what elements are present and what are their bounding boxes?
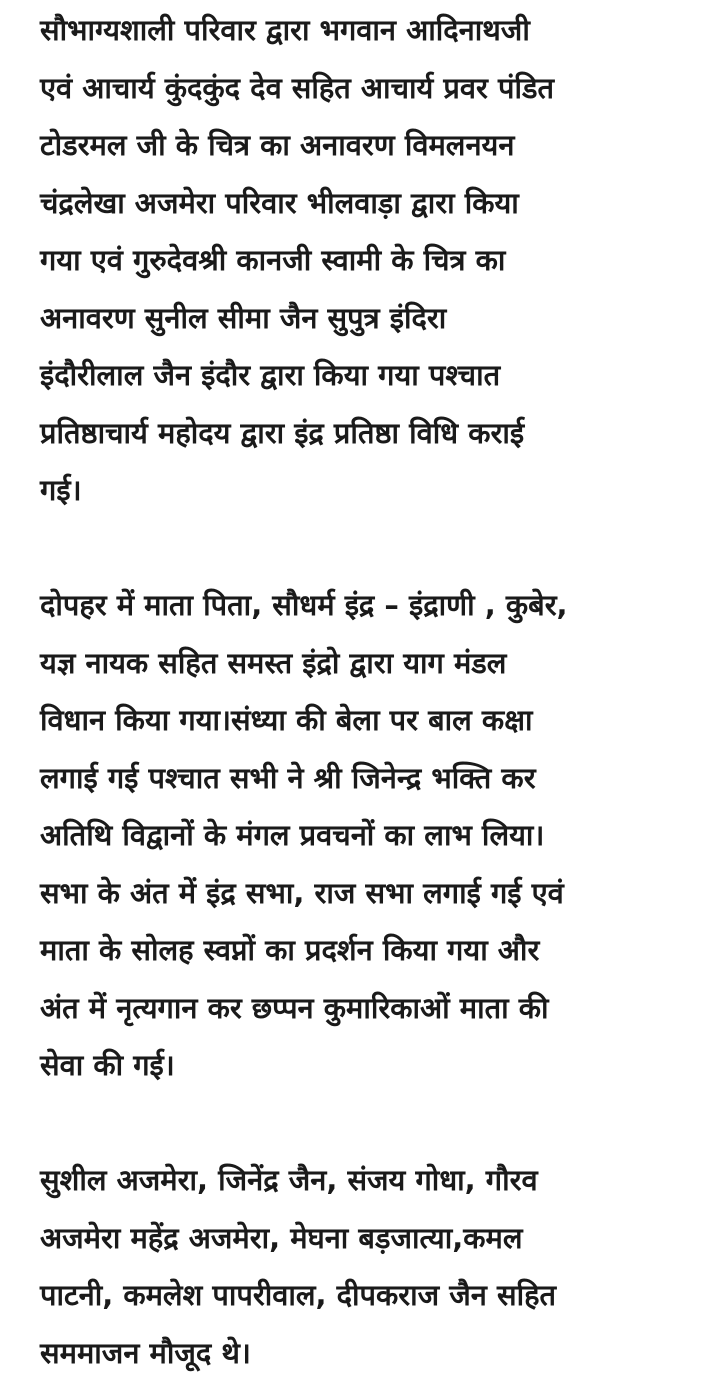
text-line: अंत में नृत्यगान कर छप्पन कुमारिकाओं माता की <box>40 980 690 1038</box>
text-line: अजमेरा महेंद्र अजमेरा, मेघना बड़जात्या,कमल <box>40 1210 690 1268</box>
text-line: सेवा की गई। <box>40 1037 690 1095</box>
text-line: लगाई गई पश्चात सभी ने श्री जिनेन्द्र भक्ति कर <box>40 750 690 808</box>
text-line: एवं आचार्य कुंदकुंद देव सहित आचार्य प्रवर पंडित <box>40 60 690 118</box>
text-line: प्रतिष्ठाचार्य महोदय द्वारा इंद्र प्रतिष्ठा विधि कराई <box>40 405 690 463</box>
text-line: विधान किया गया।संध्या की बेला पर बाल कक्षा <box>40 692 690 750</box>
text-line: सौभाग्यशाली परिवार द्वारा भगवान आदिनाथजी <box>40 2 690 60</box>
text-line: चंद्रलेखा अजमेरा परिवार भीलवाड़ा द्वारा किया <box>40 175 690 233</box>
text-line: गई। <box>40 462 690 520</box>
text-line: अतिथि विद्वानों के मंगल प्रवचनों का लाभ लिया। <box>40 807 690 865</box>
text-line: गया एवं गुरुदेवश्री कानजी स्वामी के चित्र का <box>40 232 690 290</box>
text-line: इंदौरीलाल जैन इंदौर द्वारा किया गया पश्चात <box>40 347 690 405</box>
text-line: पाटनी, कमलेश पापरीवाल, दीपकराज जैन सहित <box>40 1267 690 1325</box>
text-line: टोडरमल जी के चित्र का अनावरण विमलनयन <box>40 117 690 175</box>
paragraph-afternoon-events <box>40 577 690 1095</box>
text-line: यज्ञ नायक सहित समस्त इंद्रो द्वारा याग मंडल <box>40 635 690 693</box>
text-line: सुशील अजमेरा, जिनेंद्र जैन, संजय गोधा, गौरव <box>40 1152 690 1210</box>
text-line: सममाजन मौजूद थे। <box>40 1325 690 1382</box>
text-line: सभा के अंत में इंद्र सभा, राज सभा लगाई गई एवं <box>40 865 690 923</box>
news-article-body <box>40 2 690 1382</box>
paragraph-attendees <box>40 1152 690 1382</box>
text-line: अनावरण सुनील सीमा जैन सुपुत्र इंदिरा <box>40 290 690 348</box>
paragraph-unveiling <box>40 2 690 520</box>
text-line: माता के सोलह स्वप्नों का प्रदर्शन किया गया और <box>40 922 690 980</box>
text-line: दोपहर में माता पिता, सौधर्म इंद्र – इंद्राणी , कुबेर, <box>40 577 690 635</box>
